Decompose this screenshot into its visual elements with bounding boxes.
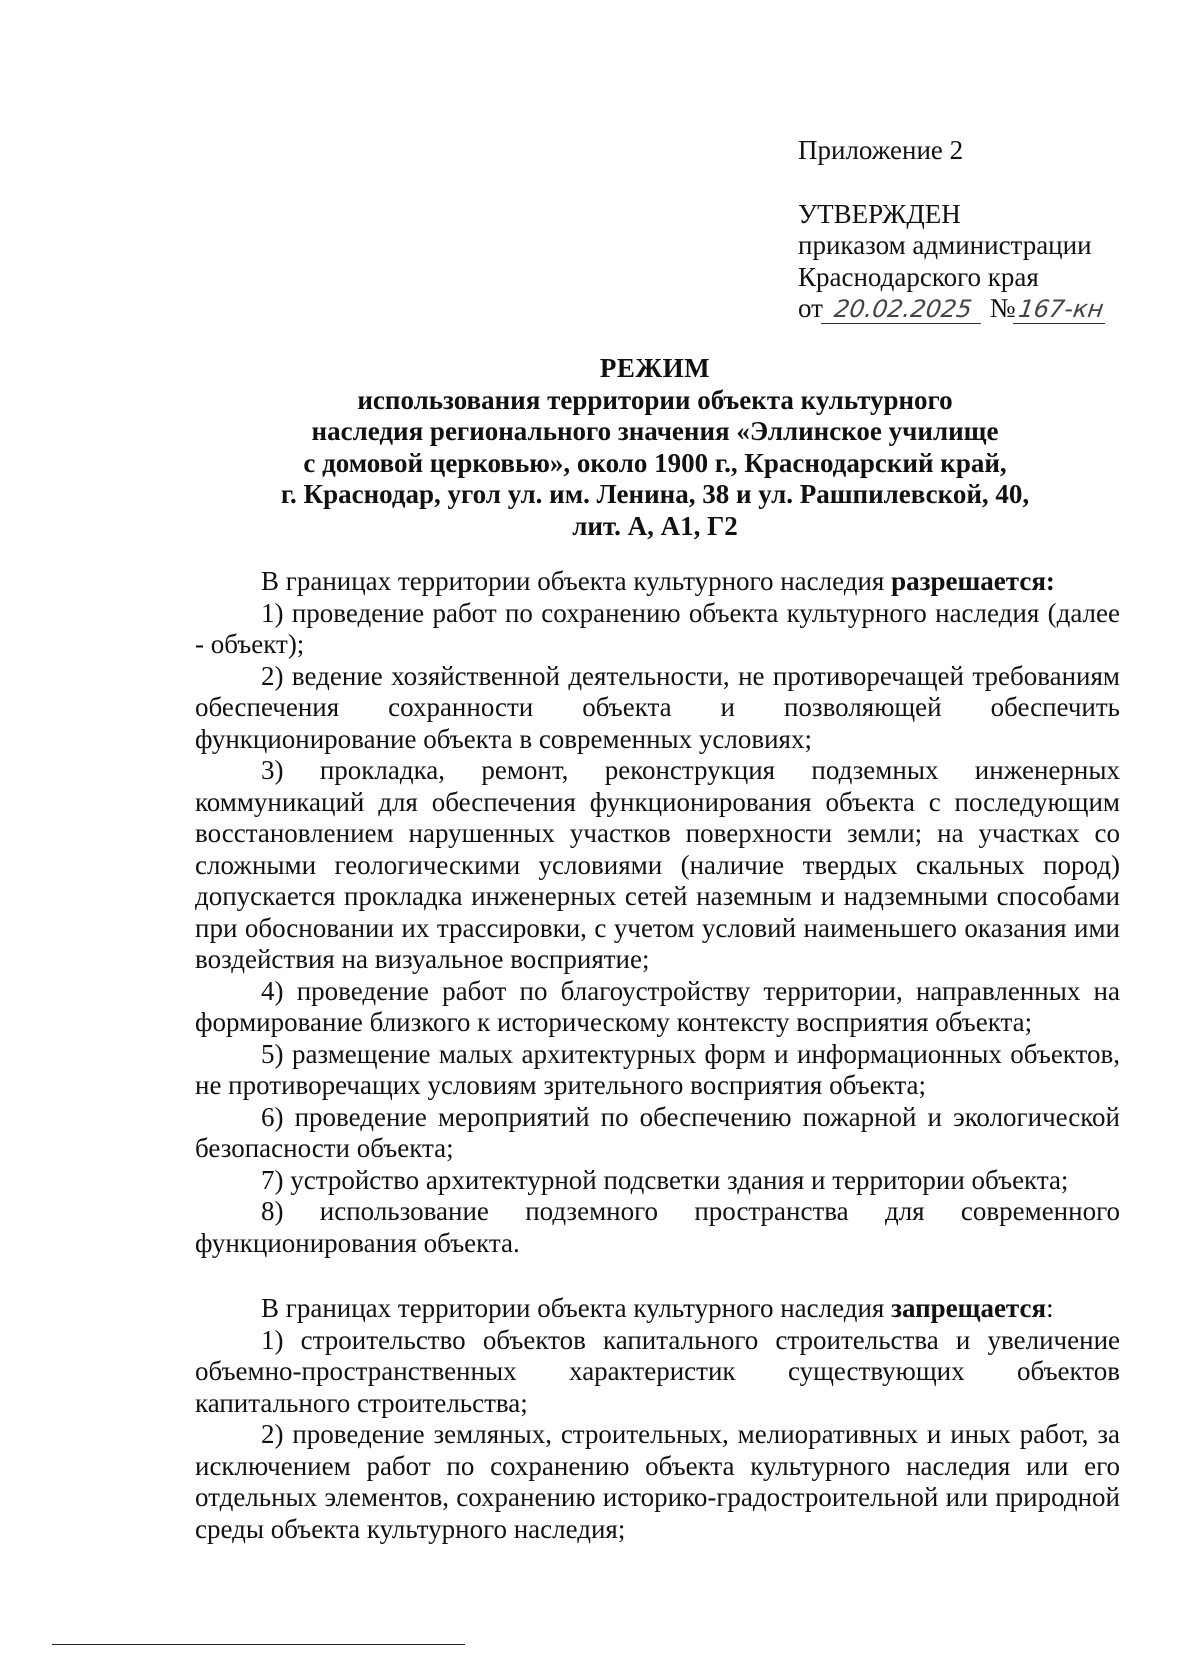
approval-line-1: приказом администрации	[798, 230, 1092, 260]
allowed-item: 2) ведение хозяйственной деятельности, не противоречащей требованиям обеспечения сохранности объекта и позволяющей обеспечить функционирование объекта в современных условиях;	[195, 660, 1120, 754]
title-line: использования территории объекта культурного	[357, 384, 953, 415]
approval-date-line	[798, 293, 1158, 325]
approval-line-2: Краснодарского края	[798, 261, 1039, 292]
date-prefix: от	[798, 293, 823, 323]
allowed-item: 1) проведение работ по сохранению объекта культурного наследия (далее - объект);	[195, 597, 1120, 659]
title-line: наследия регионального значения «Эллинское училище	[311, 416, 999, 447]
title-line: лит. А, А1, Г2	[572, 510, 738, 541]
prohibited-item: 2) проведение земляных, строительных, мелиоративных и иных работ, за исключением работ по сохранению объекта культурного наследия или его отдельных элементов, сохранению историко-градостроительной или природной среды объекта культурного наследия;	[195, 1419, 1120, 1544]
approved-label: УТВЕРЖДЕН	[798, 198, 961, 229]
allowed-item: 3) прокладка, ремонт, реконструкция подземных инженерных коммуникаций для обеспечения функционирования объекта с последующим восстановлением нарушенных участков поверхности земли; на участках со сложными геологическими условиями (наличие твердых скальных пород) допускается прокладка инженерных сетей наземным и надземными способами при обосновании их трассировки, с учетом условий наименьшего оказания ими воздействия на визуальное восприятие;	[195, 755, 1120, 974]
approval-block	[798, 135, 1158, 325]
prohibited-lead: В границах территории объекта культурного наследия запрещается:	[261, 1293, 1054, 1323]
allowed-item: 5) размещение малых архитектурных форм и информационных объектов, не противоречащих условиям зрительного восприятия объекта;	[195, 1038, 1120, 1100]
prohibited-keyword: запрещается	[891, 1293, 1047, 1323]
handwritten-date: 20.02.2025	[821, 295, 985, 324]
allowed-lead: В границах территории объекта культурного наследия разрешается:	[261, 566, 1055, 596]
number-prefix: №	[989, 293, 1016, 323]
handwritten-number: 167-кн	[1013, 295, 1109, 324]
title-line: г. Краснодар, угол ул. им. Ленина, 38 и ул. Рашпилевской, 40,	[280, 479, 1030, 510]
document-title	[190, 353, 1120, 543]
footnote-divider	[52, 1644, 465, 1645]
allowed-item: 6) проведение мероприятий по обеспечению пожарной и экологической безопасности объекта;	[195, 1101, 1120, 1163]
allowed-keyword: разрешается:	[891, 566, 1055, 596]
title-main: РЕЖИМ	[599, 353, 711, 383]
allowed-item: 8) использование подземного пространства для современного функционирования объекта.	[195, 1196, 1120, 1258]
title-line: с домовой церковью», около 1900 г., Краснодарский край,	[303, 447, 1007, 478]
appendix-label: Приложение 2	[798, 135, 964, 165]
allowed-item: 4) проведение работ по благоустройству территории, направленных на формирование близкого к историческому контексту восприятия объекта;	[195, 975, 1120, 1037]
prohibited-item: 1) строительство объектов капитального строительства и увеличение объемно-пространственных характеристик существующих объектов капитального строительства;	[195, 1324, 1120, 1418]
allowed-item: 7) устройство архитектурной подсветки здания и территории объекта;	[261, 1164, 1069, 1195]
document-body	[195, 566, 1120, 1545]
